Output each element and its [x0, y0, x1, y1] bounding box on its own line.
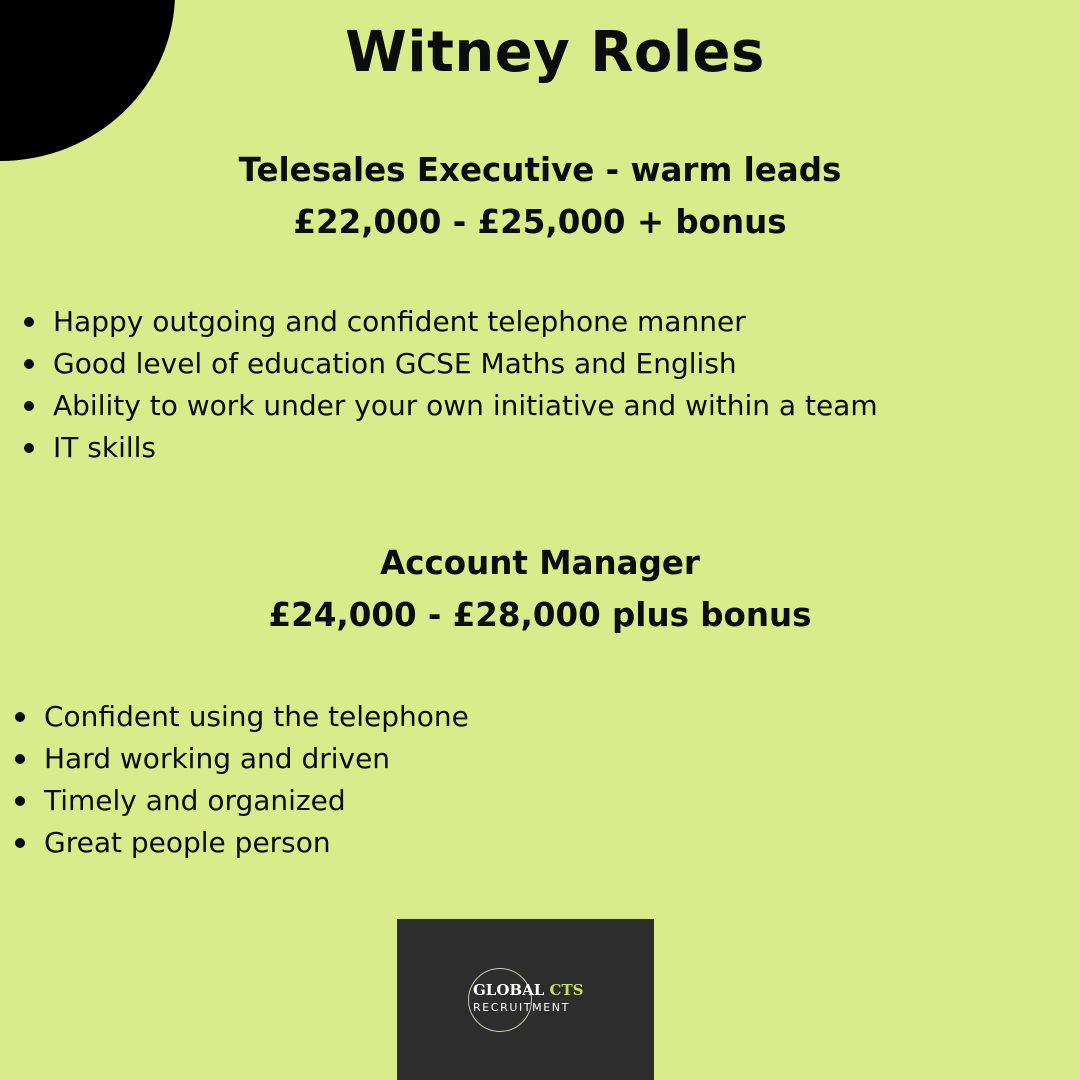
requirements-list	[13, 696, 469, 864]
role-heading	[0, 537, 1080, 641]
list-item: Great people person	[13, 822, 469, 864]
page-title: Witney Roles	[345, 20, 765, 85]
logo-name-accent: CTS	[549, 981, 584, 999]
role-salary: £22,000 - £25,000 + bonus	[293, 203, 787, 241]
logo-subtitle: RECRUITMENT	[473, 1001, 570, 1014]
requirements-list	[22, 301, 878, 469]
role-salary: £24,000 - £28,000 plus bonus	[268, 596, 812, 634]
list-item: Good level of education GCSE Maths and English	[22, 343, 878, 385]
role-title: Account Manager	[380, 544, 700, 582]
list-item: Hard working and driven	[13, 738, 469, 780]
company-logo	[397, 919, 654, 1080]
logo-name-main: GLOBAL	[473, 981, 545, 999]
list-item: Confident using the telephone	[13, 696, 469, 738]
list-item: IT skills	[22, 427, 878, 469]
list-item: Ability to work under your own initiative and within a team	[22, 385, 878, 427]
list-item: Happy outgoing and confident telephone manner	[22, 301, 878, 343]
logo-ring-icon	[468, 968, 532, 1032]
role-title: Telesales Executive - warm leads	[238, 151, 842, 189]
logo-wordmark	[473, 981, 583, 999]
role-heading	[0, 144, 1080, 248]
list-item: Timely and organized	[13, 780, 469, 822]
